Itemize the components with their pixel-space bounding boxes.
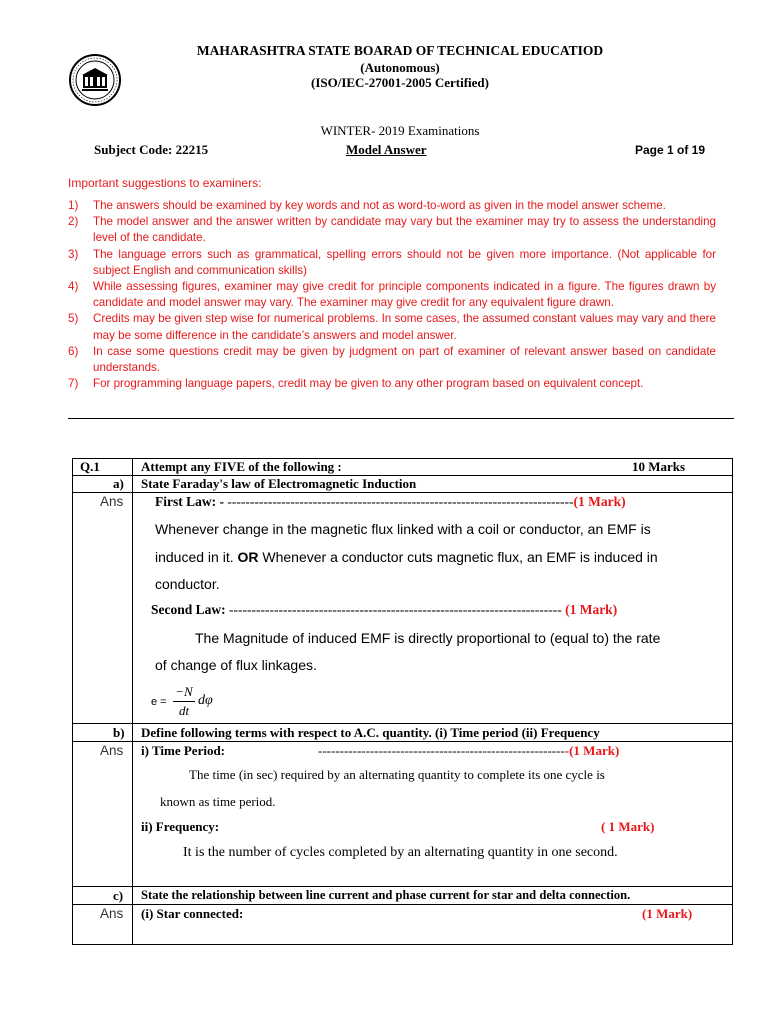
- answer-c-label: Ans: [100, 906, 124, 921]
- time-period-dashes: ---------------------------------------------------------: [318, 743, 565, 758]
- autonomous-label: (Autonomous): [360, 60, 440, 75]
- time-period-label: i) Time Period:: [141, 743, 226, 758]
- first-law-text-2: [155, 549, 658, 565]
- suggestion-number: 4): [68, 280, 79, 294]
- first-law-text-2-post: Whenever a conductor cuts magnetic flux, an EMF is induced in: [258, 549, 658, 565]
- table-border-bottom: [72, 944, 733, 945]
- subquestion-a-title: State Faraday's law of Electromagnetic Induction: [141, 476, 417, 491]
- frequency-label: ii) Frequency:: [141, 819, 220, 834]
- suggestion-text: Credits may be given step wise for numerical problems. In some cases, the assumed constant values may vary and there may be some difference in the candidate’s answers and model answer.: [93, 312, 716, 342]
- first-law-line: [155, 494, 626, 510]
- subquestion-a-label: a): [113, 476, 124, 491]
- suggestion-item: [68, 279, 716, 311]
- formula-rhs: dφ: [198, 693, 213, 708]
- suggestion-text: The language errors such as grammatical, spelling errors should not be given more importance. (Not applicable for subject English and communication skills): [93, 247, 716, 277]
- formula-lhs: e =: [151, 696, 167, 708]
- question-marks: 10 Marks: [632, 459, 686, 474]
- model-answer-label: Model Answer: [346, 142, 427, 157]
- certification-label: (ISO/IEC-27001-2005 Certified): [310, 75, 489, 90]
- second-law-label: Second Law:: [151, 602, 226, 617]
- suggestion-number: 7): [68, 377, 79, 391]
- first-law-text-2-pre: induced in it.: [155, 549, 238, 565]
- table-row-divider: [72, 492, 733, 493]
- frequency-text: It is the number of cycles completed by an alternating quantity in one second.: [183, 845, 618, 860]
- suggestion-item: [68, 198, 716, 214]
- question-instruction: Attempt any FIVE of the following :: [141, 459, 342, 474]
- suggestion-item: [68, 376, 716, 392]
- second-law-line: [151, 602, 617, 618]
- suggestions-list: [68, 198, 716, 392]
- suggestion-item: [68, 214, 716, 246]
- question-table: [72, 458, 733, 944]
- page-number: Page 1 of 19: [635, 143, 706, 157]
- table-row-divider: [72, 741, 733, 742]
- exam-title: WINTER- 2019 Examinations: [320, 123, 480, 138]
- answer-a-label: Ans: [100, 494, 124, 509]
- suggestion-text: The answers should be examined by key words and not as word-to-word as given in the model answer scheme.: [93, 199, 666, 212]
- suggestions-title: Important suggestions to examiners:: [68, 176, 262, 190]
- suggestion-number: 2): [68, 215, 79, 229]
- suggestion-item: [68, 311, 716, 343]
- table-border-left: [72, 458, 73, 945]
- suggestion-item: [68, 247, 716, 279]
- suggestion-number: 1): [68, 199, 79, 212]
- star-connected-mark: (1 Mark): [642, 906, 693, 921]
- star-connected-label: (i) Star connected:: [141, 906, 244, 921]
- time-period-dashes-line: [318, 743, 619, 759]
- suggestion-number: 3): [68, 247, 79, 261]
- subquestion-c-label: c): [113, 888, 124, 903]
- suggestion-text: In case some questions credit may be given by judgment on part of examiner of relevant answer based on candidate understands.: [93, 344, 716, 375]
- subquestion-b-title: Define following terms with respect to A.C. quantity. (i) Time period (ii) Frequency: [141, 725, 600, 740]
- table-column-divider: [132, 458, 133, 945]
- second-law-text-1: The Magnitude of induced EMF is directly proportional to (equal to) the rate: [195, 630, 661, 646]
- suggestion-text: While assessing figures, examiner may give credit for principle components indicated in a figure. The figures drawn by candidate and model answer may vary. The examiner may give credit for any equivalent figure drawn.: [93, 280, 716, 310]
- first-law-text-3: conductor.: [155, 576, 220, 592]
- board-seal-logo: [68, 53, 122, 107]
- first-law-text-1: Whenever change in the magnetic flux linked with a coil or conductor, an EMF is: [155, 521, 651, 537]
- first-law-label: First Law: -: [155, 494, 224, 509]
- section-divider: [68, 418, 734, 419]
- subject-code: Subject Code: 22215: [94, 142, 209, 157]
- suggestion-number: 5): [68, 312, 79, 326]
- suggestion-item: [68, 344, 716, 376]
- suggestion-number: 6): [68, 344, 79, 358]
- time-period-text-1: The time (in sec) required by an alternating quantity to complete its one cycle is: [189, 767, 605, 782]
- answer-b-label: Ans: [100, 743, 124, 758]
- time-period-text-2: known as time period.: [160, 794, 276, 809]
- first-law-or: OR: [237, 549, 259, 565]
- table-row-divider: [72, 886, 733, 887]
- second-law-mark: (1 Mark): [565, 602, 618, 617]
- time-period-mark: -(1 Mark): [564, 743, 620, 758]
- board-name: MAHARASHTRA STATE BOARAD OF TECHNICAL EDUCATIOD: [196, 43, 604, 58]
- formula-fraction-bar: [173, 701, 195, 702]
- table-border-right: [732, 458, 733, 945]
- first-law-dashes: -----------------------------------------------------------------------------: [227, 494, 574, 509]
- question-number: Q.1: [80, 459, 100, 474]
- subquestion-b-label: b): [113, 725, 125, 740]
- second-law-text-2: of change of flux linkages.: [155, 657, 317, 673]
- subquestion-c-title: State the relationship between line current and phase current for star and delta connection.: [141, 888, 631, 902]
- table-row-divider: [72, 904, 733, 905]
- first-law-mark: (1 Mark): [573, 494, 626, 509]
- suggestion-text: The model answer and the answer written by candidate may vary but the examiner may try to assess the understanding level of the candidate.: [93, 215, 716, 245]
- second-law-dashes: --------------------------------------------------------------------------: [229, 602, 562, 617]
- table-row-divider: [72, 723, 733, 724]
- formula-denominator: dt: [178, 703, 190, 718]
- formula-numerator: −N: [175, 684, 193, 699]
- suggestion-text: For programming language papers, credit may be given to any other program based on equivalent concept.: [93, 377, 644, 391]
- frequency-mark: ( 1 Mark): [601, 819, 655, 834]
